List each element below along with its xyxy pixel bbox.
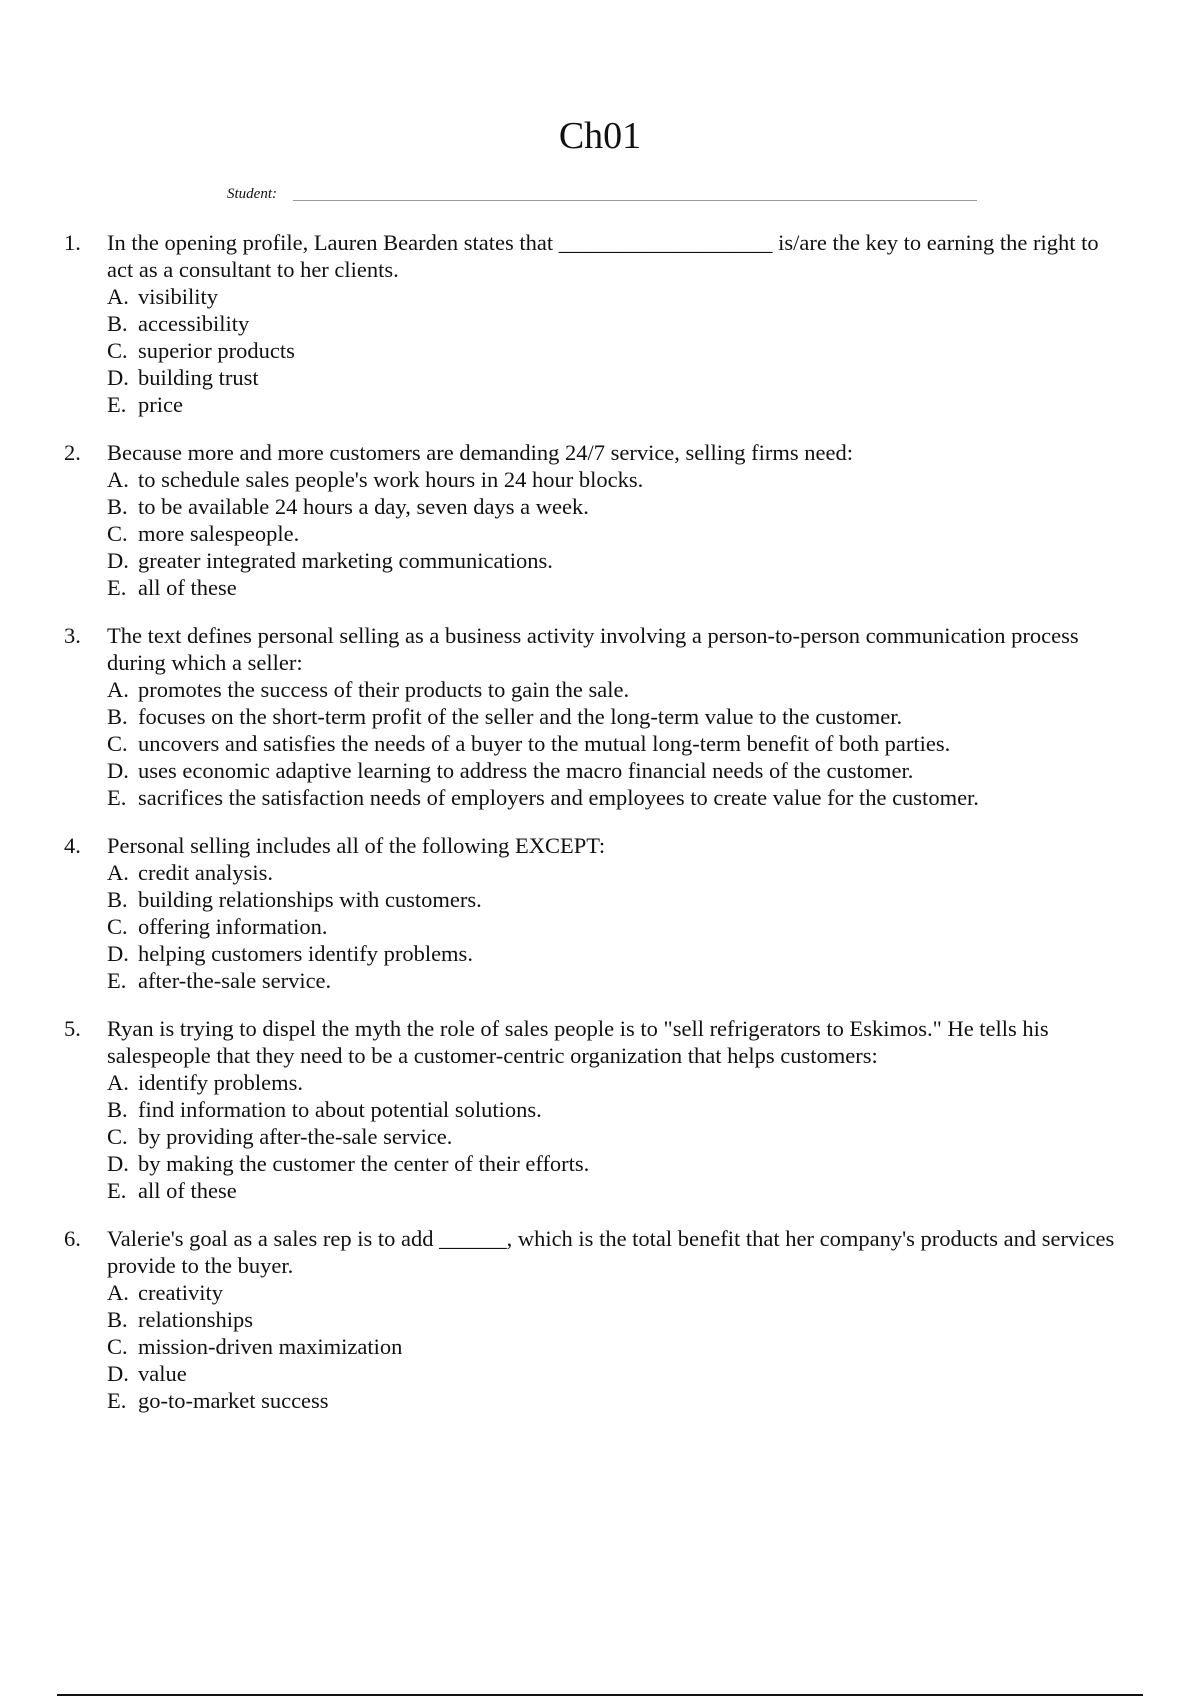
option-letter: C.: [107, 1124, 128, 1149]
question-stem: In the opening profile, Lauren Bearden states that ___________________ is/are the key to earning the right to act as a consultant to her clients.: [107, 230, 1099, 282]
student-label: Student:: [227, 186, 277, 202]
option-letter: B.: [107, 494, 128, 519]
option-text: relationships: [138, 1307, 253, 1332]
answer-option: [107, 574, 1130, 601]
answer-option: [107, 1333, 1130, 1360]
option-letter: C.: [107, 338, 128, 363]
question-1: [64, 229, 1130, 418]
question-3: [64, 622, 1130, 811]
question-6: [64, 1225, 1130, 1414]
option-letter: D.: [107, 365, 129, 390]
option-text: after-the-sale service.: [138, 968, 332, 993]
option-text: greater integrated marketing communications.: [138, 548, 553, 573]
answer-option: [107, 1069, 1130, 1096]
option-text: more salespeople.: [138, 521, 300, 546]
answer-option: [107, 967, 1130, 994]
option-letter: B.: [107, 1097, 128, 1122]
answer-option: [107, 283, 1130, 310]
option-letter: D.: [107, 1361, 129, 1386]
option-text: by providing after-the-sale service.: [138, 1124, 453, 1149]
option-text: helping customers identify problems.: [138, 941, 473, 966]
question-stem: Because more and more customers are demanding 24/7 service, selling firms need:: [107, 440, 854, 465]
answer-option: [107, 784, 1130, 811]
option-letter: E.: [107, 1178, 127, 1203]
answer-option: [107, 703, 1130, 730]
option-text: offering information.: [138, 914, 328, 939]
option-letter: E.: [107, 1388, 127, 1413]
option-letter: C.: [107, 521, 128, 546]
question-stem: The text defines personal selling as a business activity involving a person-to-person communication process during which a seller:: [107, 623, 1079, 675]
option-text: visibility: [138, 284, 219, 309]
option-text: price: [138, 392, 183, 417]
option-letter: C.: [107, 731, 128, 756]
option-text: credit analysis.: [138, 860, 273, 885]
answer-option: [107, 757, 1130, 784]
option-letter: A.: [107, 677, 129, 702]
option-text: by making the customer the center of their efforts.: [138, 1151, 590, 1176]
question-stem: Personal selling includes all of the following EXCEPT:: [107, 833, 606, 858]
question-stem: Valerie's goal as a sales rep is to add ______, which is the total benefit that her company's products and services provide to the buyer.: [107, 1226, 1115, 1278]
question-4: [64, 832, 1130, 994]
option-text: all of these: [138, 575, 237, 600]
answer-option: [107, 1123, 1130, 1150]
option-letter: D.: [107, 758, 129, 783]
answer-option: [107, 493, 1130, 520]
question-list: [64, 229, 1130, 1435]
option-text: building trust: [138, 365, 259, 390]
option-text: building relationships with customers.: [138, 887, 482, 912]
answer-options: [107, 1069, 1130, 1204]
option-letter: B.: [107, 704, 128, 729]
option-text: creativity: [138, 1280, 223, 1305]
answer-options: [107, 466, 1130, 601]
option-text: to be available 24 hours a day, seven days a week.: [138, 494, 589, 519]
answer-option: [107, 913, 1130, 940]
option-text: uses economic adaptive learning to address the macro financial needs of the customer.: [138, 758, 914, 783]
option-letter: A.: [107, 284, 129, 309]
answer-options: [107, 1279, 1130, 1414]
option-text: all of these: [138, 1178, 237, 1203]
answer-option: [107, 520, 1130, 547]
answer-option: [107, 1096, 1130, 1123]
question-number: 4.: [64, 833, 81, 858]
option-letter: B.: [107, 311, 128, 336]
answer-option: [107, 940, 1130, 967]
option-text: go-to-market success: [138, 1388, 329, 1413]
answer-option: [107, 1360, 1130, 1387]
option-letter: A.: [107, 467, 129, 492]
option-letter: B.: [107, 1307, 128, 1332]
option-letter: A.: [107, 1070, 129, 1095]
question-number: 5.: [64, 1016, 81, 1041]
option-text: focuses on the short-term profit of the seller and the long-term value to the customer.: [138, 704, 903, 729]
footer-divider: [57, 1694, 1143, 1696]
option-text: mission-driven maximization: [138, 1334, 403, 1359]
option-letter: E.: [107, 575, 127, 600]
student-name-line: [293, 200, 977, 201]
option-text: sacrifices the satisfaction needs of employers and employees to create value for the customer.: [138, 785, 979, 810]
answer-option: [107, 547, 1130, 574]
option-text: accessibility: [138, 311, 250, 336]
option-letter: A.: [107, 1280, 129, 1305]
student-field: [227, 184, 977, 208]
option-text: find information to about potential solutions.: [138, 1097, 542, 1122]
answer-option: [107, 1279, 1130, 1306]
option-letter: D.: [107, 1151, 129, 1176]
option-letter: E.: [107, 392, 127, 417]
option-text: uncovers and satisfies the needs of a buyer to the mutual long-term benefit of both parties.: [138, 731, 951, 756]
option-letter: A.: [107, 860, 129, 885]
question-number: 3.: [64, 623, 81, 648]
answer-option: [107, 1177, 1130, 1204]
answer-options: [107, 283, 1130, 418]
question-number: 2.: [64, 440, 81, 465]
question-5: [64, 1015, 1130, 1204]
answer-options: [107, 676, 1130, 811]
answer-option: [107, 391, 1130, 418]
option-letter: D.: [107, 941, 129, 966]
page-title: Ch01: [558, 115, 642, 157]
option-letter: E.: [107, 968, 127, 993]
option-letter: E.: [107, 785, 127, 810]
answer-option: [107, 337, 1130, 364]
question-number: 1.: [64, 230, 81, 255]
answer-option: [107, 1150, 1130, 1177]
option-text: to schedule sales people's work hours in 24 hour blocks.: [138, 467, 644, 492]
option-text: value: [138, 1361, 187, 1386]
answer-option: [107, 310, 1130, 337]
option-letter: B.: [107, 887, 128, 912]
option-text: superior products: [138, 338, 295, 363]
question-stem: Ryan is trying to dispel the myth the role of sales people is to "sell refrigerators to Eskimos." He tells his salespeople that they need to be a customer-centric organization that helps customers:: [107, 1016, 1049, 1068]
question-number: 6.: [64, 1226, 81, 1251]
question-2: [64, 439, 1130, 601]
answer-option: [107, 364, 1130, 391]
answer-option: [107, 886, 1130, 913]
option-letter: C.: [107, 1334, 128, 1359]
answer-option: [107, 1387, 1130, 1414]
answer-option: [107, 466, 1130, 493]
option-letter: C.: [107, 914, 128, 939]
answer-options: [107, 859, 1130, 994]
option-text: promotes the success of their products to gain the sale.: [138, 677, 630, 702]
answer-option: [107, 730, 1130, 757]
option-text: identify problems.: [138, 1070, 303, 1095]
answer-option: [107, 859, 1130, 886]
answer-option: [107, 676, 1130, 703]
option-letter: D.: [107, 548, 129, 573]
answer-option: [107, 1306, 1130, 1333]
